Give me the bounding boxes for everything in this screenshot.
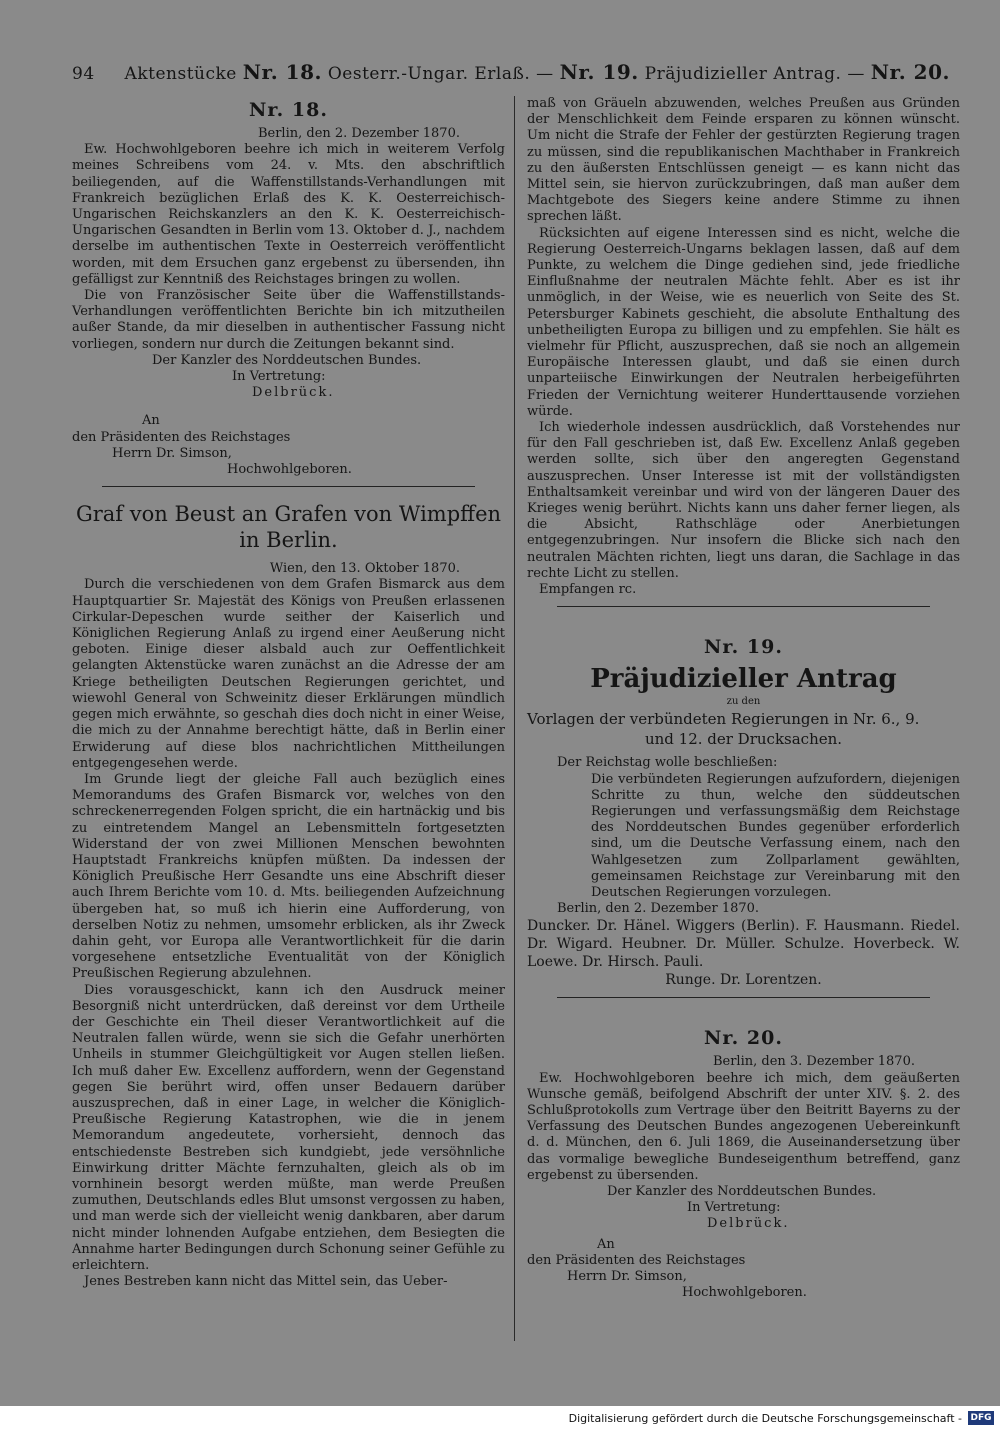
section-rule — [102, 486, 475, 487]
beust-paragraph-2: Im Grunde liegt der gleiche Fall auch bezüglich eines Memorandums des Grafen Bismarck vor, welches von den schreckenerregenden Folgen spricht, die ein hartnäckig und bis zu eintretendem Mangel an Lebensmitteln fortgesetzten Widerstand der von zwei Millionen Menschen bewohnten Hauptstadt Frankreichs knüpfen müßten. Da indessen der Königlich Preußische Herr Gesandte uns eine Abschrift dieser auch Ihrem Berichte vom 10. d. Mts. beiliegenden Aufzeichnung übergeben hat, so muß ich hierin eine Aufforderung, von derselben Notiz zu nehmen, umsomehr erblicken, als ihr Zweck dahin geht, vor Europa alle Verantwortlichkeit für die darin vorgesehene entsetzliche Eventualität von der Königlich Preußischen Regierung abzulehnen. — [72, 771, 505, 982]
nr18-address-block — [72, 413, 505, 478]
nr20-paragraph-1: Ew. Hochwohlgeboren beehre ich mich, dem geäußerten Wunsche gemäß, beifolgend Abschrift der unter XIV. §. 2. des Schlußprotokolls zum Vertrage über den Beitritt Bayerns zu der Verfassung des Deutschen Bundes angezogenen Uebereinkunft d. d. München, den 6. Juli 1869, die Auseinandersetzung über das vormalige bewegliche Bundeseigenthum betreffend, ganz ergebenst zu übersenden. — [527, 1070, 960, 1183]
header-text-antrag: Präjudizieller Antrag. — — [644, 64, 865, 84]
nr20-address-an: An — [597, 1236, 615, 1252]
nr18-heading: Nr. 18. — [249, 99, 328, 121]
funding-credit: Digitalisierung gefördert durch die Deutsche Forschungsgemeinschaft - — [568, 1412, 962, 1425]
beust-paragraph-1: Durch die verschiedenen von dem Grafen Bismarck aus dem Hauptquartier Sr. Majestät des Königs von Preußen erlassenen Cirkular-Depeschen wurde seither der Kaiserlich und Königlichen Regierung Anlaß zu irgend einer Aeußerung nicht geboten. Einige dieser alsbald auch zur Oeffentlichkeit gelangten Aktenstücke waren zunächst an die Adresse der am Kriege betheiligten Deutschen Regierungen gerichtet, und wiewohl General von Schweinitz dieser Erklärungen mündlich gegen mich erwähnte, so geschah dies doch nicht in einer Weise, die mich zu der Annahme berechtigt hätte, daß in Berlin einer Erwiderung auf diese blos nachrichtlichen Mittheilungen entgegengesehen werde. — [72, 577, 505, 771]
nr19-motion-text: Die verbündeten Regierungen aufzufordern, diejenigen Schritte zu thun, welche den süddeutschen Regierungen und verfassungsmäßig dem Reichstage des Norddeutschen Bundes gegenüber erforderlich sind, um die Deutsche Verfassung einem, nach den Wahlgesetzen zum Zollparlament gewählten, gemeinsamen Reichstage zur Vereinbarung mit den Deutschen Regierungen vorzulegen. — [591, 771, 960, 900]
nr20-signature-name: Delbrück. — [707, 1216, 790, 1232]
nr19-date: Berlin, den 2. Dezember 1870. — [557, 901, 760, 917]
nr19-signatories — [527, 917, 960, 989]
continued-paragraph-2: Rücksichten auf eigene Interessen sind es nicht, welche die Regierung Oesterreich-Ungarns beklagen lassen, daß auf dem Punkte, zu welchem die Dinge gediehen sind, jede friedliche Einflußnahme der neutralen Mächte fehlt. Aber es ist ihr unmöglich, in der Weise, wie es neuerlich von Seite des St. Petersburger Kabinets geschieht, die absolute Enthaltung des unbetheiligten Europa zu billigen und zu empfehlen. Sie hält es vielmehr für Pflicht, auszusprechen, daß sie noch an allgemein Europäische Interessen glaubt, und daß sie einen durch unparteiische Einwirkungen der Neutralen herbeigeführten Frieden der Vernichtung weiterer Hunderttausende vorziehen würde. — [527, 225, 960, 419]
column-divider — [514, 96, 515, 1341]
beust-paragraph-3: Dies vorausgeschickt, kann ich den Ausdruck meiner Besorgniß nicht unterdrücken, daß dereinst vor dem Urtheile der Geschichte ein Theil dieser Verantwortlichkeit auf die Neutralen fallen würde, wenn sie sich die Gefahr unerhörten Unheils in stummer Gleichgültigkeit vor Augen stellen ließen. Ich muß daher Ew. Excellenz auffordern, wenn der Gegenstand gegen Sie berührt wird, offen unser Bedauern darüber auszusprechen, daß in einer Lage, in welcher die Königlich-Preußische Regierung Katastrophen, wie die in jenem Memorandum angedeutete, vorhersieht, dennoch das entschiedenste Bestreben sich kundgiebt, jede versöhnliche Einwirkung dritter Mächte fernzuhalten, gleich als ob im vornhinein besorgt werden müßte, man werde Preußen zumuthen, Deutschlands edles Blut umsonst vergossen zu haben, und man werde sich der vielleicht wenig dankbaren, aber darum nicht minder lohnenden Aufgabe entziehen, dem Besiegten die Annahme harter Bedingungen durch Schonung seiner Gefühle zu erleichtern. — [72, 982, 505, 1273]
beust-date: Wien, den 13. Oktober 1870. — [269, 561, 460, 577]
dfg-logo: DFG — [968, 1411, 994, 1425]
nr20-address-block — [527, 1237, 960, 1302]
header-nr19: Nr. 19. — [559, 60, 639, 84]
nr19-signatories-line-2: Runge. Dr. Lorentzen. — [665, 972, 822, 989]
header-nr18: Nr. 18. — [242, 60, 322, 84]
nr19-subtitle-line-2: und 12. der Drucksachen. — [644, 730, 843, 749]
nr20-signature-vertretung: In Vertretung: — [687, 1200, 781, 1216]
beust-title: Graf von Beust an Grafen von Wimpffen in Berlin. — [75, 502, 502, 553]
nr19-heading: Nr. 19. — [704, 636, 783, 659]
nr18-signature-vertretung: In Vertretung: — [232, 369, 326, 385]
nr18-address-honorific: Hochwohlgeboren. — [227, 462, 352, 478]
nr18-date: Berlin, den 2. Dezember 1870. — [257, 126, 460, 141]
nr19-signatories-line-1: Duncker. Dr. Hänel. Wiggers (Berlin). F. Hausmann. Riedel. Dr. Wigard. Heubner. Dr. Müller. Schulze. Hoverbeck. W. Loewe. Dr. Hirsch. Pauli. — [527, 918, 960, 971]
nr18-address-name: Herrn Dr. Simson, — [112, 445, 232, 461]
nr20-date: Berlin, den 3. Dezember 1870. — [712, 1054, 915, 1070]
nr20-signature-office: Der Kanzler des Norddeutschen Bundes. — [607, 1183, 877, 1199]
right-column — [527, 96, 960, 1346]
running-header — [72, 60, 950, 88]
nr18-address-an: An — [142, 413, 160, 429]
nr19-subtitle-line-1: Vorlagen der verbündeten Regierungen in Nr. 6., 9. — [527, 710, 920, 729]
continued-paragraph-3: Ich wiederhole indessen ausdrücklich, daß Vorstehendes nur für den Fall geschrieben ist, daß Ew. Excellenz Anlaß gegeben werden sollte, sich über den angeregten Gegenstand auszusprechen. Unser Interesse ist mit der vollständigsten Enthaltsamkeit vereinbar und wird von der längeren Dauer des Krieges wenig berührt. Nichts kann uns daher ferner liegen, als die Absicht, Rathschläge oder Anerbietungen entgegenzubringen. Nur insofern die Blicke sich nach den neutralen Mächten richten, liegt uns daran, die Sachlage in das rechte Licht zu stellen. — [527, 420, 960, 581]
header-text-erlass: Oesterr.-Ungar. Erlaß. — — [327, 64, 554, 84]
section-rule — [557, 606, 930, 607]
section-rule — [557, 997, 930, 998]
nr19-zu-den: zu den — [726, 696, 761, 708]
nr20-address-name: Herrn Dr. Simson, — [567, 1268, 687, 1284]
nr18-paragraph-2: Die von Französischer Seite über die Waffenstillstands-Verhandlungen veröffentlichten Berichte bin ich mitzutheilen außer Stande, da mir dieselben in authentischer Fassung nicht vorliegen, sondern nur durch die Zeitungen bekannt sind. — [72, 288, 505, 352]
nr20-heading: Nr. 20. — [704, 1027, 783, 1050]
header-text-aktenstuecke: Aktenstücke — [124, 64, 237, 84]
continued-closing: Empfangen rc. — [539, 582, 637, 598]
continued-paragraph-1: maß von Gräueln abzuwenden, welches Preußen aus Gründen der Menschlichkeit dem Feinde ersparen zu können wünscht. Um nicht die Strafe der Fehler der gestürzten Regierung tragen zu müssen, sind die republikanischen Machthaber in Frankreich zu den äußersten Entschlüssen geneigt — es kann nicht das Mittel sein, sie hiervon zurückzubringen, daß man außer dem Machtgebote des Siegers keine andere Stimme zu ihnen sprechen läßt. — [527, 96, 960, 225]
nr20-address-recipient: den Präsidenten des Reichstages — [527, 1252, 746, 1268]
nr18-paragraph-1: Ew. Hochwohlgeboren beehre ich mich in weiterem Verfolg meines Schreibens vom 24. v. Mts. den abschriftlich beiliegenden, auf die Waffenstillstands-Verhandlungen mit Frankreich bezüglichen Erlaß des K. K. Oesterreichisch-Ungarischen Reichskanzlers an den K. K. Oesterreichisch-Ungarischen Gesandten in Berlin vom 13. Oktober d. J., nachdem derselbe im authentischen Texte in Oesterreich veröffentlicht worden, mit dem Ersuchen ganz ergebenst zu übersenden, ihn gefälligst zur Kenntniß des Reichstages bringen zu wollen. — [72, 142, 505, 287]
nr19-motion-intro: Der Reichstag wolle beschließen: — [557, 755, 778, 771]
header-nr20: Nr. 20. — [870, 60, 950, 84]
nr18-signature-office: Der Kanzler des Norddeutschen Bundes. — [152, 352, 422, 368]
beust-paragraph-4: Jenes Bestreben kann nicht das Mittel sein, das Ueber- — [84, 1274, 448, 1290]
digitization-footer — [0, 1406, 1000, 1432]
nr20-address-honorific: Hochwohlgeboren. — [682, 1285, 807, 1301]
page-number: 94 — [72, 64, 95, 84]
nr19-title: Präjudizieller Antrag — [590, 664, 897, 695]
nr18-address-recipient: den Präsidenten des Reichstages — [72, 429, 291, 445]
nr18-signature-name: Delbrück. — [252, 385, 335, 401]
left-column — [72, 96, 505, 1346]
